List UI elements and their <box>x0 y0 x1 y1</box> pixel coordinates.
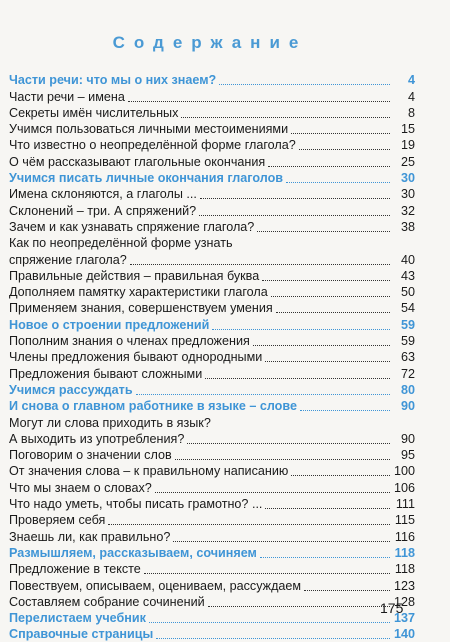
dot-leader <box>291 474 390 476</box>
toc-entry-title: Склонений – три. А спряжений? <box>9 203 197 218</box>
toc-entry-row <box>9 528 415 544</box>
toc-entry-page: 95 <box>400 448 415 463</box>
toc-entry-page: 54 <box>400 301 415 316</box>
toc-entry-title: Перелистаем учебник <box>9 611 146 626</box>
toc-entry-row <box>9 268 415 284</box>
dot-leader <box>271 295 390 297</box>
toc-entry-title: Правильные действия – правильная буква <box>9 268 260 283</box>
toc-entry-row <box>9 105 415 121</box>
toc-entry-page: 40 <box>400 252 415 267</box>
toc-entry-title: Члены предложения бывают однородными <box>9 350 263 365</box>
dot-leader <box>265 360 390 362</box>
toc-entry-row <box>9 414 415 430</box>
dot-leader <box>253 344 390 346</box>
toc-entry-row <box>9 219 415 235</box>
toc-entry-title: спряжение глагола? <box>9 252 127 267</box>
toc-entry-row <box>9 333 415 349</box>
dot-leader <box>268 165 390 167</box>
toc-entry-row <box>9 153 415 169</box>
toc-entry-title: Что известно о неопределённой форме глагола? <box>9 138 296 153</box>
toc-entry-title: Размышляем, рассказываем, сочиняем <box>9 545 257 560</box>
toc-entry-page: 72 <box>400 366 415 381</box>
dot-leader <box>200 197 390 199</box>
toc-entry-page: 118 <box>394 545 415 560</box>
toc-entry-title: Как по неопределённой форме узнать <box>9 236 233 251</box>
toc-entry-page: 80 <box>400 382 415 397</box>
toc-entry-title: Что надо уметь, чтобы писать грамотно? ... <box>9 497 263 512</box>
toc-entry-page: 90 <box>400 399 415 414</box>
dot-leader <box>304 589 390 591</box>
toc-section-row <box>9 170 415 186</box>
dot-leader <box>276 311 390 313</box>
toc-entry-page: 128 <box>393 594 415 609</box>
toc-entry-page: 115 <box>394 513 415 528</box>
toc-section-row <box>9 626 415 642</box>
toc-entry-page: 90 <box>400 431 415 446</box>
toc-entry-title: Повествуем, описываем, оцениваем, рассуждаем <box>9 578 302 593</box>
toc-entry-title: Применяем знания, совершенствуем умения <box>9 301 273 316</box>
toc-entry-page: 30 <box>400 171 415 186</box>
toc-entry-title: Части речи: что мы о них знаем? <box>9 73 217 88</box>
dot-leader <box>136 393 390 395</box>
dot-leader <box>212 328 390 330</box>
toc-entry-row <box>9 251 415 267</box>
toc-entry-page: 118 <box>394 562 415 577</box>
toc-entry-row <box>9 561 415 577</box>
toc-entry-page: 140 <box>393 627 415 642</box>
toc-entry-row <box>9 447 415 463</box>
toc-entry-row <box>9 121 415 137</box>
toc-section-row <box>9 398 415 414</box>
dot-leader <box>128 100 390 102</box>
toc-entry-page: 106 <box>393 480 415 495</box>
toc-entry-title: Предложение в тексте <box>9 562 141 577</box>
toc-list <box>9 72 415 642</box>
toc-entry-title: Предложения бывают сложными <box>9 366 203 381</box>
dot-leader <box>265 507 390 509</box>
dot-leader <box>149 621 390 623</box>
toc-entry-row <box>9 496 415 512</box>
toc-entry-title: Могут ли слова приходить в язык? <box>9 415 211 430</box>
toc-entry-title: Части речи – имена <box>9 89 125 104</box>
toc-entry-title: Поговорим о значении слов <box>9 448 172 463</box>
toc-entry-title: Учимся рассуждать <box>9 382 133 397</box>
toc-entry-title: Учимся писать личные окончания глаголов <box>9 171 284 186</box>
dot-leader <box>130 263 390 265</box>
toc-section-row <box>9 545 415 561</box>
toc-entry-page: 100 <box>393 464 415 479</box>
dot-leader <box>205 377 390 379</box>
dot-leader <box>260 556 390 558</box>
toc-entry-page: 30 <box>400 187 415 202</box>
toc-entry-page: 111 <box>395 497 415 512</box>
toc-entry-row <box>9 431 415 447</box>
toc-entry-row <box>9 137 415 153</box>
toc-entry-page: 59 <box>400 334 415 349</box>
toc-entry-page: 63 <box>400 350 415 365</box>
dot-leader <box>208 605 390 607</box>
toc-section-row <box>9 382 415 398</box>
dot-leader <box>300 409 390 411</box>
toc-entry-row <box>9 235 415 251</box>
toc-entry-title: Пополним знания о членах предложения <box>9 334 250 349</box>
dot-leader <box>219 83 390 85</box>
dot-leader <box>291 132 390 134</box>
dot-leader <box>173 540 390 542</box>
dot-leader <box>155 491 390 493</box>
toc-entry-title: Справочные страницы <box>9 627 154 642</box>
toc-entry-row <box>9 88 415 104</box>
toc-entry-page: 43 <box>400 268 415 283</box>
toc-entry-page: 38 <box>400 219 415 234</box>
toc-entry-title: Зачем и как узнавать спряжение глагола? <box>9 219 255 234</box>
toc-entry-title: О чём рассказывают глагольные окончания <box>9 154 266 169</box>
toc-entry-row <box>9 463 415 479</box>
toc-entry-title: Новое о строении предложений <box>9 317 210 332</box>
dot-leader <box>199 214 390 216</box>
toc-entry-title: А выходить из употребления? <box>9 431 185 446</box>
toc-entry-page: 8 <box>407 105 415 120</box>
toc-entry-row <box>9 594 415 610</box>
toc-section-row <box>9 316 415 332</box>
toc-entry-page: 137 <box>393 611 415 626</box>
toc-entry-page: 25 <box>400 154 415 169</box>
toc-entry-row <box>9 186 415 202</box>
dot-leader <box>257 230 390 232</box>
toc-entry-row <box>9 577 415 593</box>
toc-entry-page: 50 <box>400 285 415 300</box>
toc-entry-title: Учимся пользоваться личными местоимениями <box>9 122 289 137</box>
toc-entry-title: Проверяем себя <box>9 513 106 528</box>
toc-entry-row <box>9 365 415 381</box>
toc-entry-row <box>9 349 415 365</box>
toc-entry-row <box>9 202 415 218</box>
dot-leader <box>286 181 390 183</box>
toc-entry-title: И снова о главном работнике в языке – слове <box>9 399 297 414</box>
toc-entry-title: Знаешь ли, как правильно? <box>9 529 171 544</box>
toc-entry-row <box>9 512 415 528</box>
toc-entry-title: Имена склоняются, а глаголы ... <box>9 187 197 202</box>
dot-leader <box>144 572 390 574</box>
toc-section-row <box>9 610 415 626</box>
toc-entry-page: 116 <box>394 529 415 544</box>
toc-entry-title: Составляем собрание сочинений <box>9 594 205 609</box>
toc-entry-row <box>9 479 415 495</box>
dot-leader <box>108 523 390 525</box>
toc-entry-page: 4 <box>407 73 415 88</box>
dot-leader <box>156 637 390 639</box>
dot-leader <box>262 279 390 281</box>
toc-entry-row <box>9 284 415 300</box>
toc-entry-title: Секреты имён числительных <box>9 105 179 120</box>
toc-entry-title: Дополняем памятку характеристики глагола <box>9 285 268 300</box>
toc-entry-page: 59 <box>400 317 415 332</box>
toc-entry-page: 19 <box>400 138 415 153</box>
dot-leader <box>299 148 390 150</box>
toc-heading: Содержание <box>112 33 308 52</box>
toc-entry-row <box>9 300 415 316</box>
toc-entry-title: От значения слова – к правильному написанию <box>9 464 289 479</box>
toc-entry-page: 15 <box>400 122 415 137</box>
page-number: 175 <box>380 600 404 616</box>
dot-leader <box>187 442 390 444</box>
toc-entry-page: 123 <box>393 578 415 593</box>
toc-section-row <box>9 72 415 88</box>
toc-entry-page: 4 <box>407 89 415 104</box>
dot-leader <box>175 458 390 460</box>
dot-leader <box>181 116 390 118</box>
toc-entry-title: Что мы знаем о словах? <box>9 480 152 495</box>
toc-entry-page: 32 <box>400 203 415 218</box>
